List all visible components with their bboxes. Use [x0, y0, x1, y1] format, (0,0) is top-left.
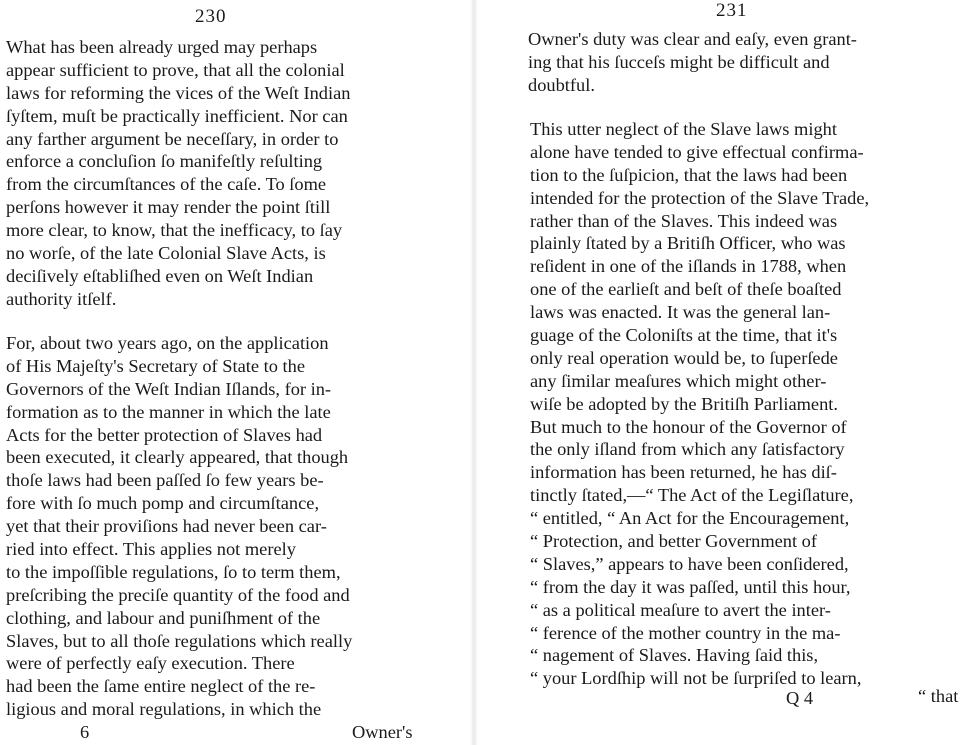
- text-line: “ Slaves,” appears to have been conſidered,: [530, 553, 849, 574]
- text-line: any farther argument be neceſſary, in order to: [6, 128, 339, 149]
- paragraph: [530, 118, 974, 690]
- text-line: from the circumſtances of the caſe. To ſome: [6, 174, 327, 195]
- text-line: doubtful.: [528, 74, 595, 95]
- text-line: “ as a political meaſure to avert the inter-: [530, 599, 831, 620]
- text-line: tinctly ſtated,—“ The Act of the Legiſlature,: [530, 485, 854, 506]
- text-line: no worſe, of the late Colonial Slave Acts, is: [6, 243, 326, 264]
- text-line: laws for reforming the vices of the Weſt Indian: [6, 82, 351, 103]
- text-line: information has been returned, he has diſ-: [530, 462, 837, 483]
- text-line: “ from the day it was paſſed, until this hour,: [530, 576, 851, 597]
- text-line: Slaves, but to all thoſe regulations which really: [6, 630, 353, 651]
- text-line: ried into effect. This applies not merely: [6, 539, 296, 560]
- catchword: “ that: [918, 686, 959, 706]
- text-line: laws was enacted. It was the general lan-: [530, 302, 831, 323]
- text-line: of His Majeſty's Secretary of State to the: [6, 355, 306, 376]
- text-line: preſcribing the preciſe quantity of the food and: [6, 584, 350, 605]
- text-line: “ ference of the mother country in the ma-: [530, 622, 841, 643]
- text-line: But much to the honour of the Governor of: [530, 416, 847, 437]
- text-line: enforce a concluſion ſo manifeſtly reſulting: [6, 151, 323, 172]
- text-line: appear sufficient to prove, that all the colonial: [6, 59, 345, 80]
- text-line: “ entitled, “ An Act for the Encouragement,: [530, 508, 850, 529]
- page-number: 230: [195, 6, 227, 27]
- text-line: For, about two years ago, on the application: [6, 333, 329, 353]
- text-line: reſident in one of the iſlands in 1788, when: [530, 256, 847, 277]
- text-line: What has been already urged may perhaps: [6, 37, 318, 57]
- text-line: rather than of the Slaves. This indeed was: [530, 210, 838, 231]
- text-line: plainly ſtated by a Britiſh Officer, who was: [530, 233, 846, 254]
- book-gutter: [470, 0, 478, 745]
- text-line: Owner's duty was clear and eaſy, even grant-: [528, 29, 857, 49]
- text-line: alone have tended to give effectual confirma-: [530, 141, 864, 162]
- text-line: clothing, and labour and puniſhment of the: [6, 607, 321, 628]
- text-line: perſons however it may render the point ſtill: [6, 197, 331, 218]
- text-line: more clear, to know, that the inefficacy, to ſay: [6, 220, 343, 241]
- text-line: to the impoſſible regulations, ſo to term them,: [6, 561, 341, 582]
- signature-mark: Q 4: [786, 688, 814, 708]
- text-line: “ your Lordſhip will not be ſurpriſed to learn,: [530, 668, 862, 689]
- catchword: Owner's: [352, 722, 413, 742]
- text-line: Acts for the better protection of Slaves had: [6, 424, 323, 445]
- text-line: This utter neglect of the Slave laws might: [530, 119, 837, 139]
- text-line: formation as to the manner in which the late: [6, 401, 331, 422]
- page-number: 231: [716, 0, 748, 21]
- text-line: deciſively eſtabliſhed even on Weſt Indian: [6, 265, 314, 286]
- text-line: Governors of the Weſt Indian Iſlands, for in-: [6, 378, 332, 399]
- paragraph: [6, 332, 434, 721]
- text-line: ſyſtem, muſt be practically inefficient. Nor can: [6, 105, 348, 126]
- text-line: any ſimilar meaſures which might other-: [530, 370, 827, 391]
- text-line: intended for the protection of the Slave Trade,: [530, 187, 870, 208]
- text-line: been executed, it clearly appeared, that though: [6, 447, 349, 468]
- text-line: one of the earlieſt and beſt of theſe boaſted: [530, 279, 842, 300]
- text-line: only real operation would be, to ſuperſede: [530, 347, 838, 368]
- text-line: wiſe be adopted by the Britiſh Parliament.: [530, 393, 838, 414]
- text-line: the only iſland from which any ſatisfactory: [530, 439, 845, 460]
- text-line: thoſe laws had been paſſed ſo few years be-: [6, 470, 324, 491]
- right-page: [478, 0, 980, 745]
- paragraph: [6, 36, 434, 311]
- signature-mark: 6: [80, 722, 90, 742]
- text-line: tion to the ſuſpicion, that the laws had been: [530, 164, 848, 185]
- text-line: authority itſelf.: [6, 288, 117, 309]
- text-line: yet that their proviſions had never been car-: [6, 516, 327, 537]
- text-line: were of perfectly eaſy execution. There: [6, 653, 295, 674]
- text-line: ligious and moral regulations, in which the: [6, 699, 322, 720]
- text-line: ing that his ſucceſs might be difficult and: [528, 51, 830, 72]
- text-line: “ Protection, and better Government of: [530, 531, 818, 552]
- paragraph: [528, 28, 954, 97]
- text-line: “ nagement of Slaves. Having ſaid this,: [530, 645, 819, 666]
- text-line: had been the ſame entire neglect of the re-: [6, 676, 316, 697]
- left-page: [0, 0, 470, 745]
- text-line: guage of the Coloniſts at the time, that it's: [530, 325, 838, 346]
- text-line: fore with ſo much pomp and circumſtance,: [6, 493, 320, 514]
